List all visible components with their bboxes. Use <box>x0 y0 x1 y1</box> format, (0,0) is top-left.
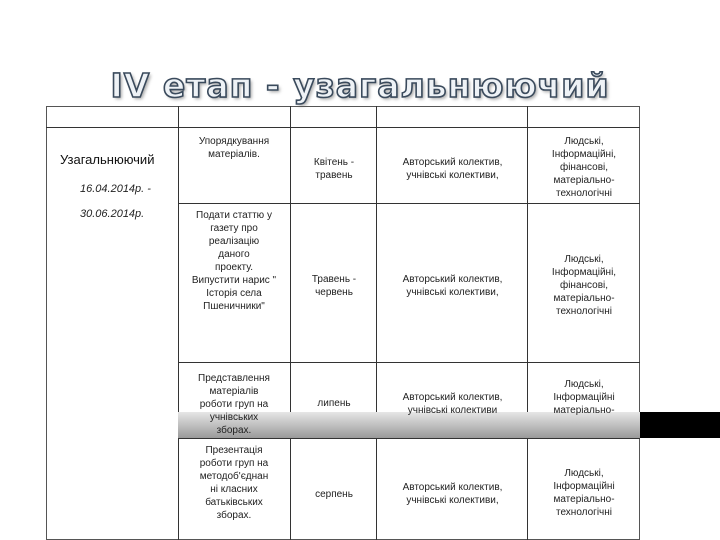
table-row-2-term: Травень - червень <box>311 274 357 298</box>
table-row-3-resources: Людські, Інформаційні матеріально- <box>553 379 615 416</box>
table-row-1-executors: Авторський колектив, учнівські колективи, <box>402 157 503 181</box>
row-divider <box>178 438 640 439</box>
table-row-2-task: Подати статтю у газету про реалізацію даного проекту. Випустити нарис " Історія села Пшеничники" <box>191 210 277 312</box>
stage-date-to: 30.06.2014р. <box>80 208 145 220</box>
dark-overlay <box>640 412 720 438</box>
row-divider <box>178 203 640 204</box>
stage-date-from: 16.04.2014р. - <box>80 183 151 195</box>
column-divider <box>178 106 179 540</box>
table-row-4-task: Презентація роботи груп на методоб'єднан ні класних батьківських зборах. <box>199 445 269 521</box>
table-row-1-resources: Людські, Інформаційні, фінансові, матеріально- технологічні <box>551 136 617 199</box>
column-divider <box>290 106 291 540</box>
table-row-1-term: Квітень - травень <box>313 157 355 181</box>
table-row-2-executors: Авторський колектив, учнівські колективи, <box>402 274 503 298</box>
page-title: IV етап - узагальнюючий <box>110 66 610 105</box>
column-divider <box>376 106 377 540</box>
column-divider <box>527 106 528 540</box>
table-row-3-executors: Авторський колектив, учнівські колективи <box>402 392 503 416</box>
row-divider <box>178 362 640 363</box>
table-row-3-term: липень <box>317 398 351 409</box>
table-row-4-resources: Людські, Інформаційні матеріально- технологічні <box>553 468 615 518</box>
table-row-1-task: Упорядкування матеріалів. <box>198 136 270 160</box>
table-row-4-executors: Авторський колектив, учнівські колективи, <box>402 482 503 506</box>
stage-name: Узагальнюючий <box>60 152 155 167</box>
row-divider <box>46 127 640 128</box>
table-row-3-task: Представлення матеріалів роботи груп на учнівських зборах. <box>198 373 270 436</box>
table-row-4-term: серпень <box>315 489 353 500</box>
table-row-2-resources: Людські, Інформаційні, фінансові, матеріально- технологічні <box>551 254 617 317</box>
